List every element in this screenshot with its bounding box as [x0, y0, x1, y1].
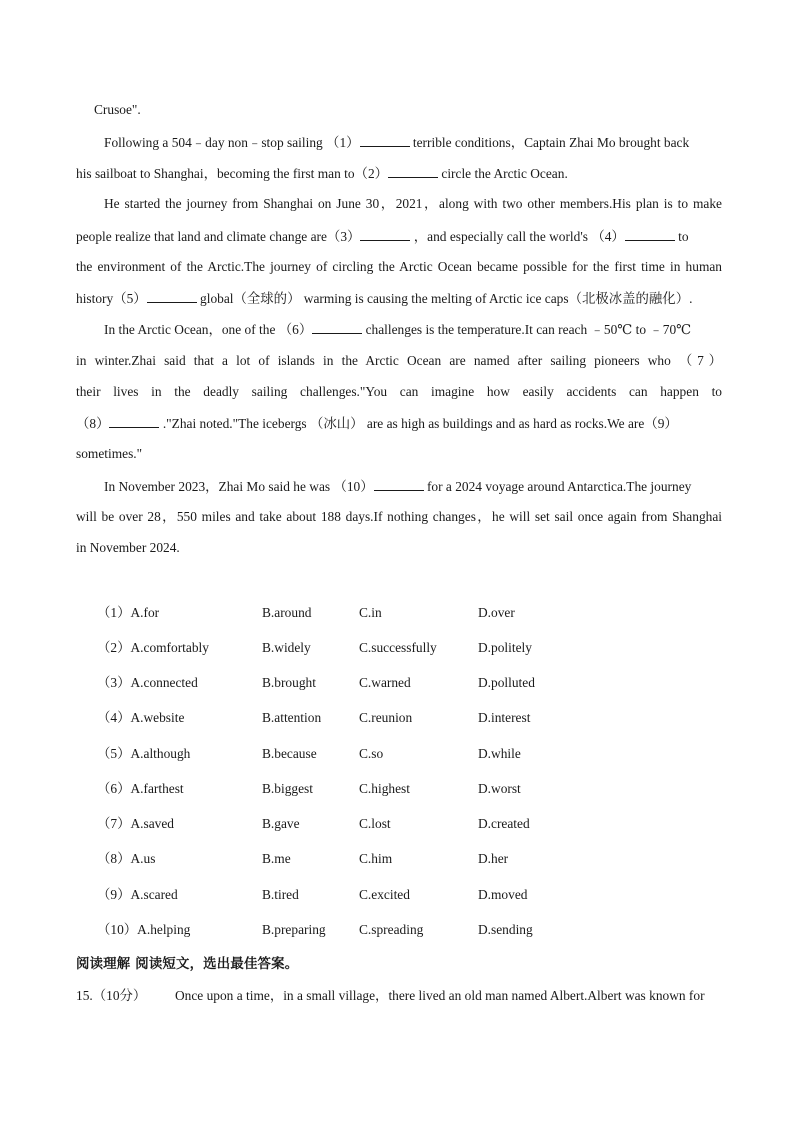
passage-text: terrible conditions，Captain Zhai Mo brought back [409, 135, 690, 150]
passage-line-15 [76, 538, 722, 558]
option-a[interactable]: （3）A.connected [97, 675, 198, 690]
option-d[interactable]: D.polluted [478, 675, 535, 690]
blank-1[interactable] [360, 132, 410, 147]
passage-text: will be over 28，550 miles and take about 188 days.If nothing changes，he will set sail once again from Shanghai [76, 509, 722, 524]
option-a[interactable]: （9）A.scared [97, 887, 178, 902]
passage-line-9 [76, 351, 722, 371]
option-d[interactable]: D.interest [478, 710, 531, 725]
option-a[interactable]: （2）A.comfortably [97, 640, 209, 655]
passage-line-4 [104, 194, 722, 214]
passage-text: challenges is the temperature.It can reach ﹣50℃ to ﹣70℃ [362, 322, 692, 337]
passage-text: global（全球的） warming is causing the melting of Arctic ice caps（北极冰盖的融化）. [196, 291, 693, 306]
option-c[interactable]: C.reunion [359, 710, 413, 725]
passage-text: the environment of the Arctic.The journey of circling the Arctic Ocean became possible for the first time in human [76, 259, 722, 274]
blank-4[interactable] [625, 226, 675, 241]
passage-text: in winter.Zhai said that a lot of islands in the Arctic Ocean are named after sailing pioneers who （7） [76, 353, 722, 368]
option-d[interactable]: D.politely [478, 640, 532, 655]
option-d[interactable]: D.sending [478, 922, 533, 937]
blank-3[interactable] [360, 226, 410, 241]
option-row [0, 920, 794, 940]
passage-line-1 [94, 100, 740, 120]
option-a[interactable]: （5）A.although [97, 746, 191, 761]
passage-line-11 [76, 413, 722, 434]
passage-line-8 [104, 319, 722, 340]
blank-10[interactable] [374, 476, 424, 491]
passage-line-12 [76, 444, 722, 464]
option-b[interactable]: B.preparing [262, 922, 326, 937]
option-row [0, 814, 794, 834]
option-row [0, 603, 794, 623]
passage-line-2 [104, 132, 722, 153]
passage-text: （8） [76, 416, 110, 431]
section-heading: 阅读理解 阅读短文，选出最佳答案。 [76, 957, 299, 972]
option-c[interactable]: C.lost [359, 816, 391, 831]
option-c[interactable]: C.successfully [359, 640, 437, 655]
passage-line-14 [76, 507, 722, 527]
option-row [0, 638, 794, 658]
option-c[interactable]: C.in [359, 605, 382, 620]
option-a[interactable]: （10）A.helping [97, 922, 191, 937]
option-b[interactable]: B.because [262, 746, 317, 761]
option-row [0, 673, 794, 693]
blank-6[interactable] [312, 319, 362, 334]
option-b[interactable]: B.brought [262, 675, 316, 690]
passage-text: Following a 504﹣day non﹣stop sailing （1） [104, 135, 360, 150]
passage-text: In the Arctic Ocean，one of the （6） [104, 322, 313, 337]
passage-line-13 [104, 476, 722, 497]
option-b[interactable]: B.gave [262, 816, 300, 831]
option-b[interactable]: B.biggest [262, 781, 313, 796]
passage-text: circle the Arctic Ocean. [438, 166, 568, 181]
option-b[interactable]: B.me [262, 851, 291, 866]
passage-line-5 [76, 226, 722, 247]
option-c[interactable]: C.highest [359, 781, 410, 796]
passage-text: ."Zhai noted."The icebergs （冰山） are as high as buildings and as hard as rocks.We are（9） [159, 416, 678, 431]
option-row [0, 744, 794, 764]
blank-8[interactable] [109, 413, 159, 428]
passage-line-3 [76, 163, 722, 184]
option-row [0, 779, 794, 799]
option-b[interactable]: B.widely [262, 640, 311, 655]
passage-text: to [674, 229, 689, 244]
passage-text: in November 2024. [76, 540, 180, 555]
option-c[interactable]: C.excited [359, 887, 410, 902]
question-text: Once upon a time，in a small village，there lived an old man named Albert.Albert was known for [175, 988, 705, 1003]
option-row [0, 708, 794, 728]
passage-text: In November 2023，Zhai Mo said he was （10） [104, 479, 374, 494]
option-b[interactable]: B.tired [262, 887, 299, 902]
option-b[interactable]: B.around [262, 605, 312, 620]
passage-line-7 [76, 288, 722, 309]
option-c[interactable]: C.him [359, 851, 393, 866]
option-a[interactable]: （1）A.for [97, 605, 160, 620]
passage-text: for a 2024 voyage around Antarctica.The journey [423, 479, 692, 494]
passage-text: sometimes." [76, 446, 143, 461]
passage-text: history（5） [76, 291, 147, 306]
passage-text: his sailboat to Shanghai，becoming the first man to（2） [76, 166, 389, 181]
blank-2[interactable] [388, 163, 438, 178]
option-d[interactable]: D.while [478, 746, 521, 761]
option-d[interactable]: D.her [478, 851, 509, 866]
option-a[interactable]: （8）A.us [97, 851, 156, 866]
option-b[interactable]: B.attention [262, 710, 322, 725]
passage-text: ，and especially call the world's （4） [410, 229, 625, 244]
option-c[interactable]: C.warned [359, 675, 411, 690]
passage-text: their lives in the deadly sailing challenges."You can imagine how easily accidents can happen to [76, 384, 722, 399]
question-number: 15.（10分） [76, 988, 147, 1003]
option-c[interactable]: C.spreading [359, 922, 424, 937]
passage-text: people realize that land and climate change are（3） [76, 229, 361, 244]
option-row [0, 885, 794, 905]
option-row [0, 849, 794, 869]
option-d[interactable]: D.worst [478, 781, 521, 796]
option-d[interactable]: D.created [478, 816, 530, 831]
option-d[interactable]: D.moved [478, 887, 528, 902]
passage-line-10 [76, 382, 722, 402]
option-d[interactable]: D.over [478, 605, 515, 620]
option-c[interactable]: C.so [359, 746, 384, 761]
option-a[interactable]: （7）A.saved [97, 816, 174, 831]
passage-text: Crusoe". [94, 102, 141, 117]
passage-line-6 [76, 257, 722, 277]
blank-5[interactable] [147, 288, 197, 303]
option-a[interactable]: （4）A.website [97, 710, 185, 725]
passage-text: He started the journey from Shanghai on June 30，2021，along with two other members.His plan is to make [104, 196, 722, 211]
option-a[interactable]: （6）A.farthest [97, 781, 184, 796]
